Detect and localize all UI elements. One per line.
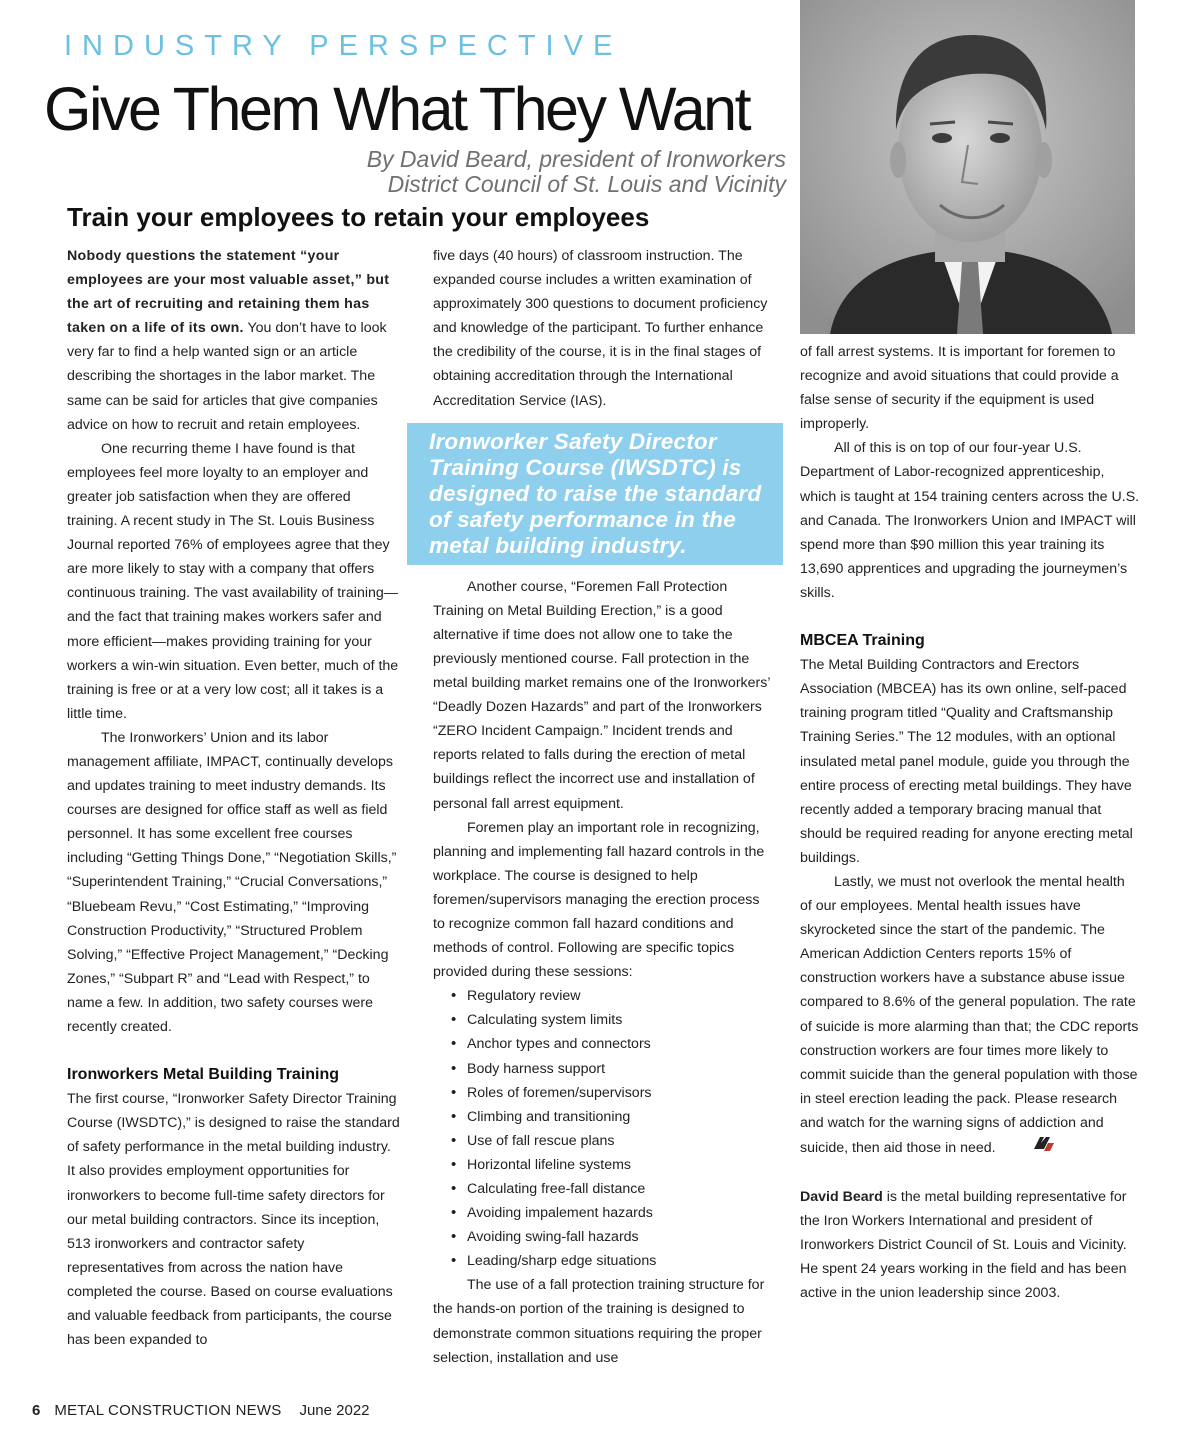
closing-paragraph (800, 870, 1140, 1161)
body-paragraph: One recurring theme I have found is that employees feel more loyalty to an employer and greater job satisfaction when they are offered training. A recent study in The St. Louis Business Journal reported 76% of employees agree that they are more likely to stay with a company that offers continuous training. The vast availability of training—and the fact that training makes workers safer and more efficient—makes providing training for your workers a win-win situation. Even better, much of the training is free or at a very low cost; all it takes is a little time. (67, 440, 399, 722)
body-paragraph: Foremen play an important role in recognizing, planning and implementing fall hazard controls in the workplace. The course is designed to help foremen/supervisors managing the erection process to recognize common fall hazard conditions and methods of control. Following are specific topics provided during these sessions: (433, 819, 765, 981)
body-paragraph: five days (40 hours) of classroom instruction. The expanded course includes a written examination of approximately 300 questions to document proficiency and knowledge of the participant. To further enhance the credibility of the course, it is in the final stages of obtaining accreditation through the International Accreditation Service (IAS). (433, 248, 768, 409)
byline-line-1: By David Beard, president of Ironworkers (366, 146, 786, 172)
article-subhead: Train your employees to retain your employees (67, 202, 650, 232)
article-column-2 (429, 244, 773, 1370)
list-item: • Avoiding impalement hazards (433, 1201, 773, 1225)
list-item: • Climbing and transitioning (433, 1105, 773, 1129)
page-number: 6 (32, 1402, 41, 1419)
byline-line-2: District Council of St. Louis and Vicinity (387, 171, 786, 197)
bio-author-name: David Beard (800, 1189, 883, 1206)
article-column-3 (800, 340, 1140, 1306)
lead-paragraph (67, 244, 402, 437)
article-column-1 (67, 244, 402, 1352)
body-paragraph: All of this is on top of our four-year U.S. Department of Labor-recognized apprenticeship, which is taught at 154 training centers across the U.S. and Canada. The Ironworkers Union and IMPACT will spend more than $90 million this year training its 13,690 apprentices and upgrading the journeymen’s skills. (800, 440, 1140, 601)
list-item: • Regulatory review (433, 984, 773, 1008)
bio-text: is the metal building representative for the Iron Workers International and president of Ironworkers District Council of St. Louis and Vicinity. He spent 24 years working in the field and has been active in the union leadership since 2003. (800, 1189, 1127, 1302)
list-item: • Roles of foremen/supervisors (433, 1081, 773, 1105)
pull-quote: Ironworker Safety Director Training Course (IWSDTC) is designed to raise the standard of safety performance in the metal building industry. (407, 423, 783, 565)
list-item: • Calculating system limits (433, 1008, 773, 1032)
lead-in-rest: You don’t have to look very far to find a help wanted sign or an article describing the shortages in the labor market. The same can be said for articles that give companies advice on how to recruit and retain employees. (67, 320, 387, 433)
list-item: • Horizontal lifeline systems (433, 1153, 773, 1177)
list-item: • Use of fall rescue plans (433, 1129, 773, 1153)
list-item: • Body harness support (433, 1057, 773, 1081)
body-paragraph: The Metal Building Contractors and Erectors Association (MBCEA) has its own online, self-paced training program titled “Quality and Craftsmanship Training Series.” The 12 modules, with an optional insulated metal panel module, guide you through the entire process of erecting metal buildings. They have recently added a temporary bracing manual that should be required reading for anyone erecting metal buildings. (800, 657, 1133, 866)
list-item: • Calculating free-fall distance (433, 1177, 773, 1201)
topics-list (433, 984, 773, 1273)
lead-in-bold: Nobody questions the statement “your employees are your most valuable asset,” but the art of recruiting and retaining them has taken on a life of its own. (67, 248, 390, 337)
publication-name: METAL CONSTRUCTION NEWS (54, 1402, 282, 1419)
body-paragraph: The first course, “Ironworker Safety Director Training Course (IWSDTC),” is designed to raise the standard of safety performance in the metal building industry. It also provides employment opportunities for ironworkers to become full-time safety directors for our metal building contractors. Since its inception, 513 ironworkers and contractor safety representatives from across the nation have completed the course. Based on course evaluations and valuable feedback from participants, the course has been expanded to (67, 1091, 400, 1349)
author-portrait-illustration (800, 0, 1135, 334)
author-photo (800, 0, 1135, 334)
section-kicker: INDUSTRY PERSPECTIVE (64, 30, 623, 62)
body-paragraph: Another course, “Foremen Fall Protection Training on Metal Building Erection,” is a good alternative if time does not allow one to take the previously mentioned course. Fall protection in the metal building market remains one of the Ironworkers’ “Deadly Dozen Hazards” and part of the Ironworkers “ZERO Incident Campaign.” Incident trends and reports related to falls during the erection of metal buildings reflect the incorrect use and installation of personal fall arrest equipment. (433, 578, 770, 812)
body-paragraph: The use of a fall protection training structure for the hands-on portion of the training is designed to demonstrate common situations requiring the proper selection, installation and use (433, 1277, 765, 1366)
list-item: • Anchor types and connectors (433, 1032, 773, 1056)
article-headline: Give Them What They Want (44, 75, 750, 143)
author-bio (800, 1185, 1140, 1305)
section-heading: MBCEA Training (800, 632, 925, 650)
issue-date: June 2022 (299, 1402, 370, 1419)
byline (367, 147, 786, 197)
body-paragraph: The Ironworkers’ Union and its labor management affiliate, IMPACT, continually develops and updates training to meet industry demands. Its courses are designed for office staff as well as field personnel. It has some excellent free courses including “Getting Things Done,” “Negotiation Skills,” “Superintendent Training,” “Crucial Conversations,” “Bluebeam Revu,” “Cost Estimating,” “Improving Construction Productivity,” “Structured Problem Solving,” “Effective Project Management,” “Decking Zones,” “Subpart R” and “Lead with Respect,” to name a few. In addition, two safety courses were recently created. (67, 729, 397, 1035)
list-item: • Leading/sharp edge situations (433, 1249, 773, 1273)
end-mark-icon (998, 1135, 1056, 1161)
closing-text: Lastly, we must not overlook the mental health of our employees. Mental health issues have skyrocketed since the start of the pandemic. The American Addiction Centers reports 15% of construction workers have a substance abuse issue compared to 8.6% of the general population. The rate of suicide is more alarming than that; the CDC reports construction workers are four times more likely to commit suicide than the general population with those in steel erection leading the pack. Please research and watch for the warning signs of addiction and suicide, then aid those in need. (800, 873, 1139, 1156)
section-heading: Ironworkers Metal Building Training (67, 1066, 340, 1084)
page-footer (32, 1402, 370, 1419)
body-paragraph: of fall arrest systems. It is important for foremen to recognize and avoid situations that could provide a false sense of security if the equipment is used improperly. (800, 344, 1119, 433)
list-item: • Avoiding swing-fall hazards (433, 1225, 773, 1249)
